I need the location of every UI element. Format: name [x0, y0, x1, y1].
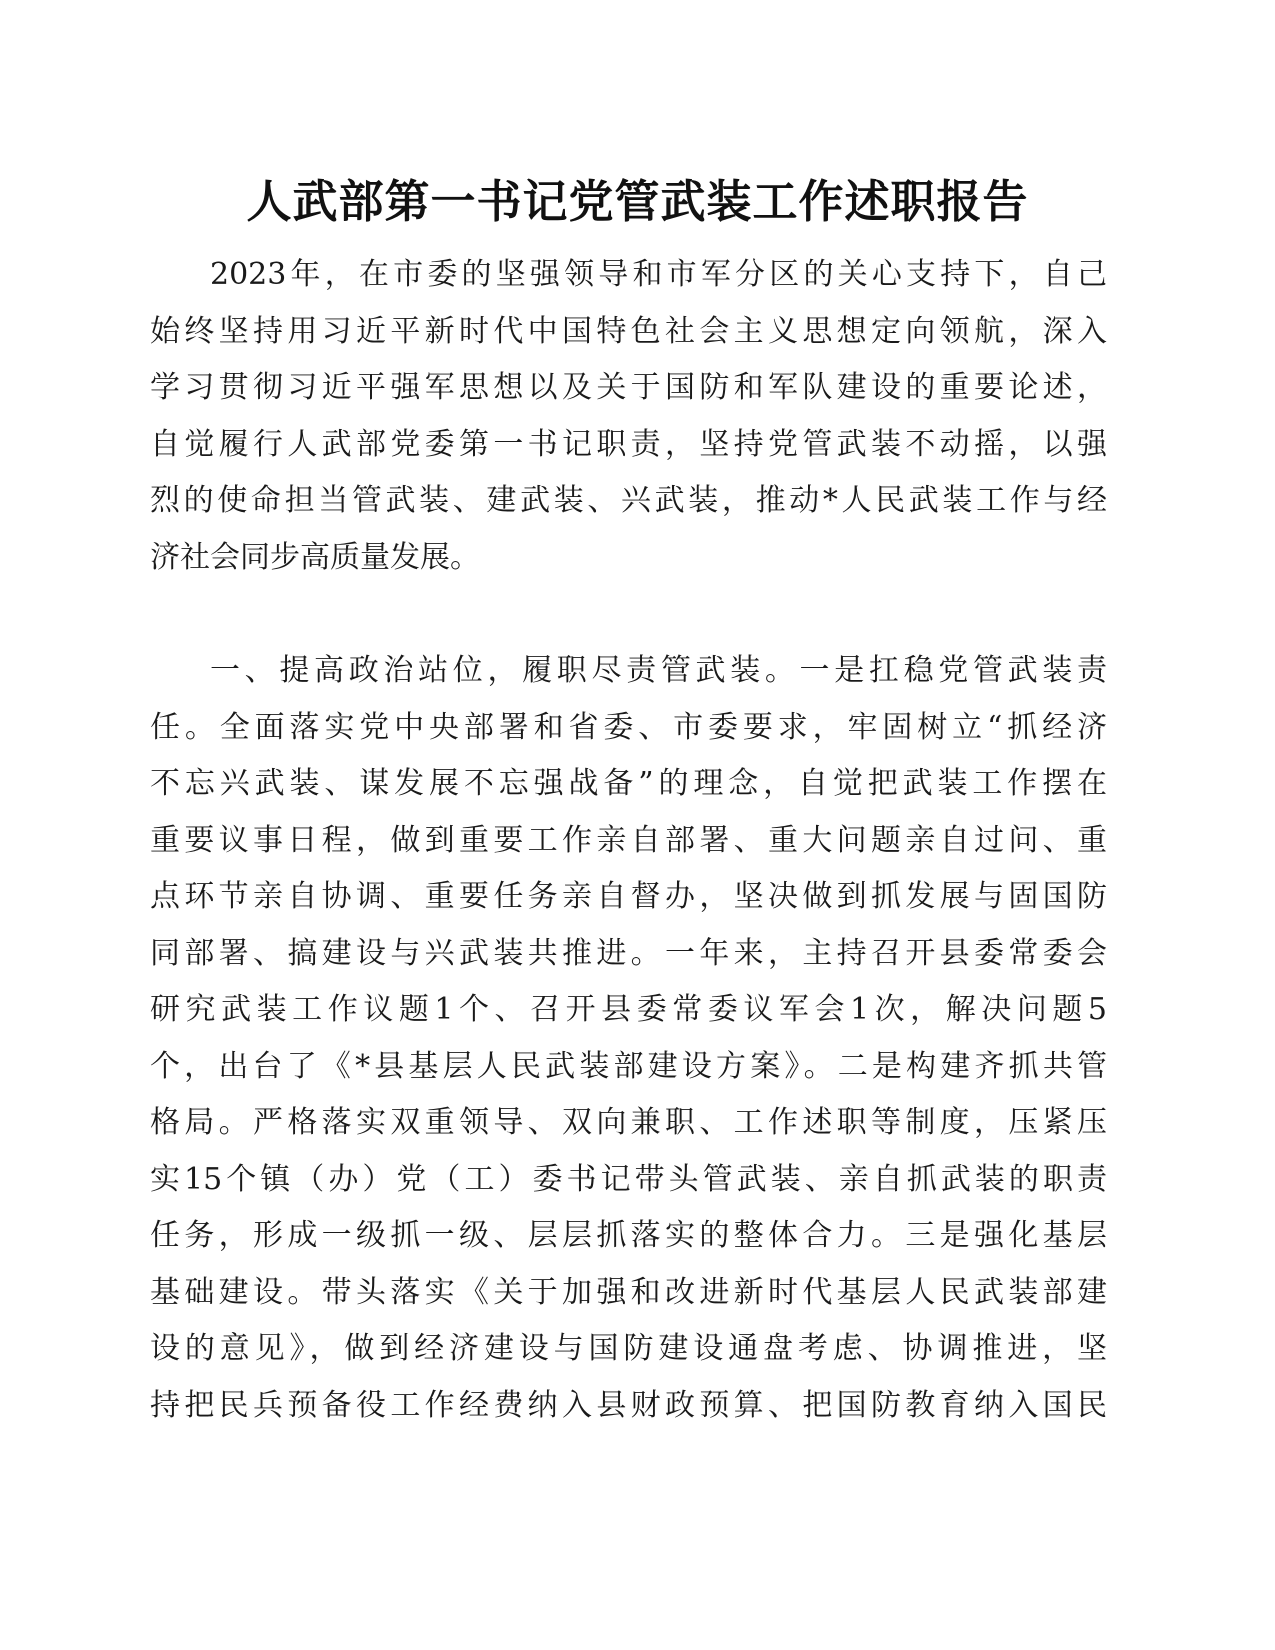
paragraph-line: 始终坚持用习近平新时代中国特色社会主义思想定向领航，深入	[150, 313, 1107, 349]
paragraph-line: 济社会同步高质量发展。	[150, 539, 480, 575]
paragraph-line: 自觉履行人武部党委第一书记职责，坚持党管武装不动摇，以强	[150, 426, 1107, 462]
paragraph-line: 格局。严格落实双重领导、双向兼职、工作述职等制度，压紧压	[150, 1105, 1107, 1140]
paragraph-line: 设的意见》，做到经济建设与国防建设通盘考虑、协调推进，坚	[150, 1331, 1107, 1366]
paragraph-section-one	[150, 643, 1107, 1434]
paragraph-line: 实15个镇（办）党（工）委书记带头管武装、亲自抓武装的职责	[150, 1161, 1107, 1197]
paragraph-line: 一、提高政治站位，履职尽责管武装。一是扛稳党管武装责	[210, 653, 1107, 688]
paragraph-line: 同部署、搞建设与兴武装共推进。一年来，主持召开县委常委会	[150, 935, 1107, 971]
paragraph-line: 点环节亲自协调、重要任务亲自督办，坚决做到抓发展与固国防	[150, 879, 1107, 914]
paragraph-line: 持把民兵预备役工作经费纳入县财政预算、把国防教育纳入国民	[150, 1387, 1107, 1423]
paragraph-line: 学习贯彻习近平强军思想以及关于国防和军队建设的重要论述，	[150, 370, 1107, 405]
paragraph-line: 基础建设。带头落实《关于加强和改进新时代基层人民武装部建	[150, 1274, 1107, 1310]
paragraph-line: 任。全面落实党中央部署和省委、市委要求，牢固树立“抓经济	[150, 709, 1107, 745]
paragraph-line: 个，出台了《*县基层人民武装部建设方案》。二是构建齐抓共管	[150, 1048, 1107, 1084]
paragraph-line: 烈的使命担当管武装、建武装、兴武装，推动*人民武装工作与经	[150, 483, 1107, 518]
document-title: 人武部第一书记党管武装工作述职报告	[246, 175, 1029, 228]
paragraph-line: 2023年，在市委的坚强领导和市军分区的关心支持下，自己	[210, 257, 1107, 292]
paragraph-line: 研究武装工作议题1个、召开县委常委议军会1次，解决问题5	[150, 992, 1107, 1027]
paragraph-intro	[150, 247, 1107, 586]
paragraph-line: 任务，形成一级抓一级、层层抓落实的整体合力。三是强化基层	[150, 1218, 1107, 1253]
paragraph-line: 重要议事日程，做到重要工作亲自部署、重大问题亲自过问、重	[150, 822, 1107, 858]
paragraph-line: 不忘兴武装、谋发展不忘强战备”的理念，自觉把武装工作摆在	[150, 766, 1107, 801]
